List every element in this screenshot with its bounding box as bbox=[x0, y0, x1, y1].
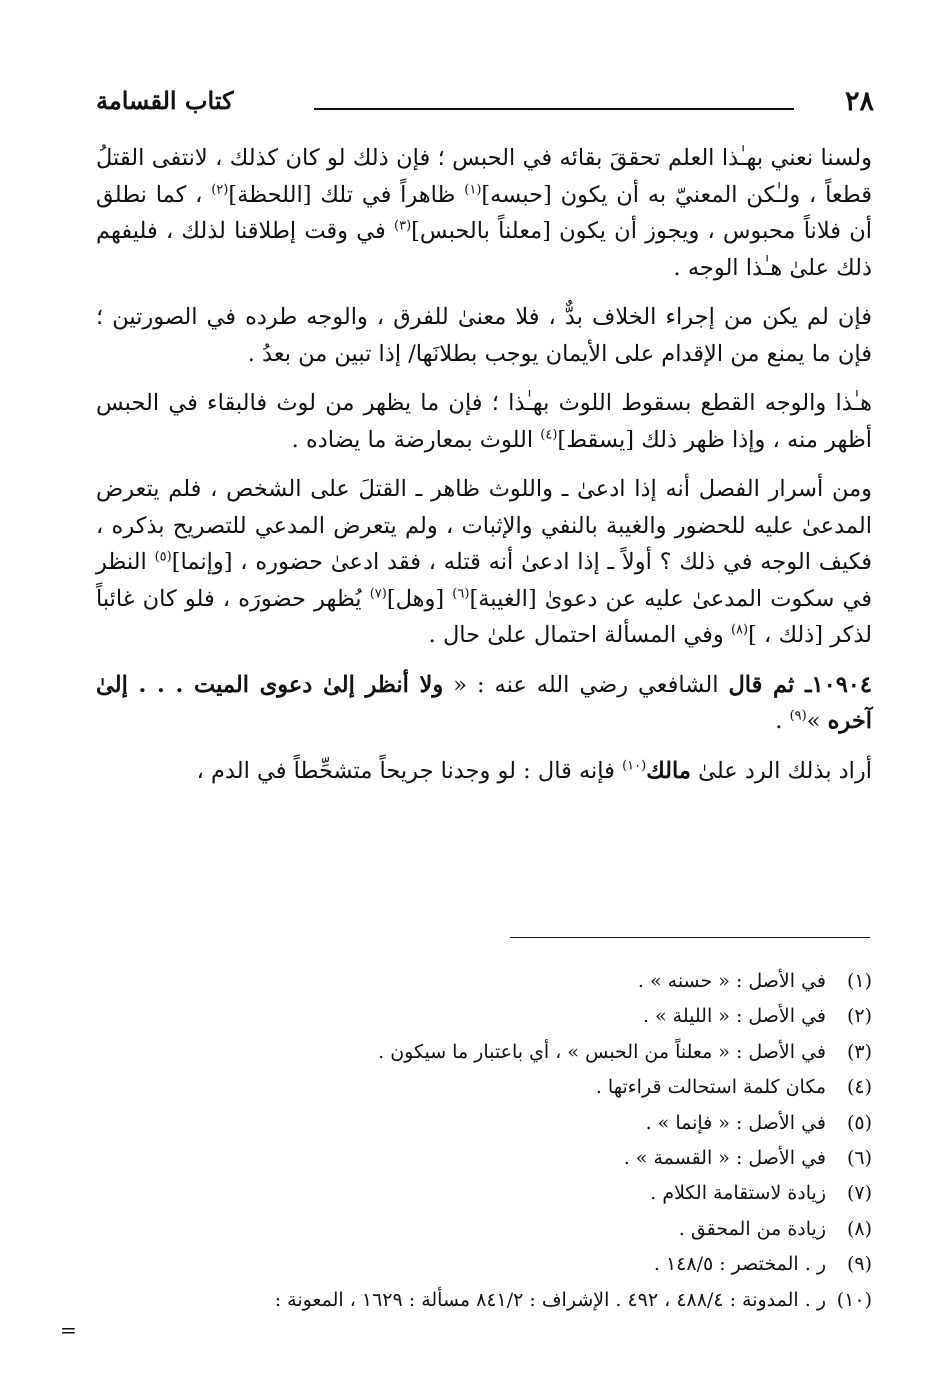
footnote-ref-7[interactable]: (٧) bbox=[369, 586, 387, 601]
paragraph-2: فإن لم يكن من إجراء الخلاف بدٌّ ، فلا معنىٰ للفرق ، والوجه طرده في الصورتين ؛ فإن ما يمنع من الإقدام على الأيمان يوجب بطلانَها/ إذا تبين من بعدُ . bbox=[96, 304, 872, 367]
footnote-item: (١)في الأصل : « حسنه » . bbox=[637, 970, 872, 992]
footnote-ref-4[interactable]: (٤) bbox=[540, 427, 558, 442]
footnote-separator bbox=[510, 937, 870, 938]
footnote-ref-2[interactable]: (٢) bbox=[211, 182, 229, 197]
paragraph-6: أراد بذلك الرد علىٰ مالك$^{(١٠)}$ فإنه قال : لو وجدنا جريحاً متشحِّطاً في الدم ، bbox=[196, 757, 872, 784]
footnote-item: (٩)ر . المختصر : ١٤٨/٥ . bbox=[653, 1253, 872, 1276]
footnote-ref-6[interactable]: (٦) bbox=[452, 586, 470, 601]
paragraph-3: هـٰذا والوجه القطع بسقوط اللوث بهـٰذا ؛ فإن ما يظهر من لوث فالبقاء في الحبس أظهر منه ، وإذا ظهر ذلك [يسقط]$^{(٤)}$ اللوث بمعارضة ما يضاده . bbox=[96, 390, 872, 453]
footnote-item: (٢)في الأصل : « الليلة » . bbox=[642, 1005, 872, 1028]
paragraph-1: ولسنا نعني بهـٰذا العلم تحققَ بقائه في الحبس ؛ فإن ذلك لو كان كذلك ، لانتفى القتلُ قطعاً ، ولـٰكن المعنيّ به أن يكون [حبسه]$^{(١)}$ ظاهراً في تلك [اللحظة]$^{(٢)}$ ، كما نطلق أن فلاناً محبوس ، ويجوز أن يكون [معلناً بالحبس]$^{(٣)}$ في وقت إطلاقنا لذلك ، فليفهم ذلك علىٰ هـٰذا الوجه . bbox=[96, 145, 872, 281]
footnote-item: (١٠)ر . المدونة : ٤٨٨/٤ ، ٤٩٢ . الإشراف : ٨٤١/٢ مسألة : ١٦٢٩ ، المعونة : bbox=[274, 1288, 872, 1311]
paragraph-4: ومن أسرار الفصل أنه إذا ادعىٰ ـ واللوث ظاهر ـ القتلَ على الشخص ، فلم يتعرض المدعىٰ عليه للحضور والغيبة بالنفي والإثبات ، ولم يتعرض المدعي للتصريح بذكره ، فكيف الوجه في ذلك ؟ أولاً ـ إذا ادعىٰ أنه قتله ، فقد ادعىٰ حضوره ، [وإنما]$^{(٥)}$ النظر في سكوت المدعىٰ عليه عن دعوىٰ [الغيبة]$^{(٦)}$ [وهل]$^{(٧)}$ يُظهر حضورَه ، فلو كان غائباً لذكر [ذلك ، ]$^{(٨)}$ وفي المسألة احتمال علىٰ حال . bbox=[96, 476, 873, 648]
page-header bbox=[96, 86, 874, 126]
continuation-mark: = bbox=[60, 1318, 77, 1342]
footnote-ref-9[interactable]: (٩) bbox=[789, 708, 807, 724]
footnote-ref-5[interactable]: (٥) bbox=[154, 549, 172, 565]
footnote-ref-8[interactable]: (٨) bbox=[730, 622, 749, 638]
page-number: ٢٨ bbox=[844, 86, 874, 117]
footnotes bbox=[96, 964, 872, 1318]
section-number: ١٠٩٠٤ـ ثم قال bbox=[728, 671, 872, 698]
name-mention: مالك bbox=[646, 757, 691, 784]
footnote-item: (٥)في الأصل : « فإنما » . bbox=[645, 1111, 872, 1134]
footnote-ref-1[interactable]: (١) bbox=[464, 182, 482, 197]
header-rule bbox=[314, 108, 794, 110]
footnote-ref-3[interactable]: (٣) bbox=[394, 218, 412, 234]
running-title: كتاب القسامة bbox=[96, 86, 234, 115]
footnote-item: (٦)في الأصل : « القسمة » . bbox=[623, 1147, 872, 1170]
footnote-ref-10[interactable]: (١٠) bbox=[622, 758, 647, 773]
footnote-item: (٨)زيادة من المحقق . bbox=[678, 1217, 872, 1240]
paragraph-5: ١٠٩٠٤ـ ثم قال الشافعي رضي الله عنه : « ولا أنظر إلىٰ دعوى الميت . . . إلىٰ آخره »$^{(٩)}$ . bbox=[96, 671, 872, 734]
footnote-item: (٤)مكان كلمة استحالت قراءتها . bbox=[595, 1076, 872, 1099]
quoted-text: ولا أنظر إلىٰ دعوى الميت . . . إلىٰ آخره bbox=[96, 671, 872, 734]
footnote-item: (٣)في الأصل : « معلناً من الحبس » ، أي باعتبار ما سيكون . bbox=[378, 1040, 872, 1063]
footnote-item: (٧)زيادة لاستقامة الكلام . bbox=[650, 1182, 872, 1205]
main-text bbox=[96, 140, 872, 802]
